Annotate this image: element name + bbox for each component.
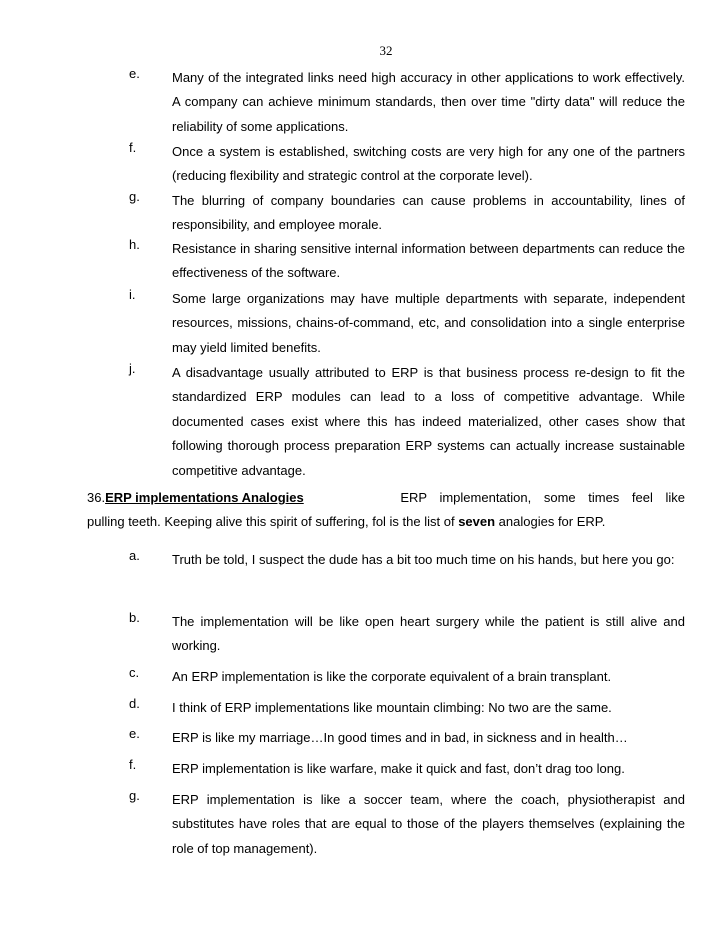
list-item (129, 696, 685, 720)
list-item (129, 665, 685, 689)
list-item-text: The implementation will be like open heart surgery while the patient is still alive and working. (172, 614, 685, 654)
list-marker: b. (129, 610, 140, 625)
intro-text: pulling teeth. Keeping alive this spirit of suffering, fol is the list of (87, 514, 459, 530)
list-marker: j. (129, 361, 136, 376)
list-item (129, 788, 685, 861)
list-item-text: ERP implementation is like a soccer team, where the coach, physiotherapist and substitutes have roles that are equal to those of the players themselves (explaining the role of top management). (172, 792, 685, 856)
list-item-text: Resistance in sharing sensitive internal information between departments can reduce the effectiveness of the software. (172, 241, 685, 281)
list-marker: a. (129, 548, 140, 563)
list-item (129, 610, 685, 659)
list-marker: e. (129, 66, 140, 81)
list-item-text: ERP is like my marriage…In good times and in bad, in sickness and in health… (172, 730, 628, 745)
list-marker: c. (129, 665, 140, 680)
list-item (129, 287, 685, 360)
list-item (129, 189, 685, 238)
list-item-text: Truth be told, I suspect the dude has a bit too much time on his hands, but here you go: (172, 552, 675, 567)
list-item-text: Once a system is established, switching costs are very high for any one of the partners (reducing flexibility and strategic control at the corporate level). (172, 144, 685, 184)
list-item (129, 757, 685, 781)
list-marker: h. (129, 237, 140, 252)
section-heading-line (87, 486, 685, 510)
section-heading (87, 486, 304, 510)
list-marker: g. (129, 189, 140, 204)
list-item-text: A disadvantage usually attributed to ERP is that business process re-design to fit the standardized ERP modules can lead to a loss of competitive advantage. While documented cases exist where this has indeed materialized, other cases show that following thorough process preparation ERP systems can actually increase sustainable competitive advantage. (172, 365, 685, 478)
section-analogies (87, 486, 685, 535)
list-marker: g. (129, 788, 140, 803)
list-marker: f. (129, 140, 137, 155)
section-intro-continued (87, 510, 685, 534)
page-number: 32 (379, 43, 393, 58)
list-item (129, 726, 685, 750)
list-marker: d. (129, 696, 140, 711)
intro-text-end: analogies for ERP. (495, 514, 606, 530)
list-item (129, 548, 685, 572)
list-item-text: Many of the integrated links need high accuracy in other applications to work effectively. A company can achieve minimum standards, then over time "dirty data" will reduce the reliability of some applications. (172, 70, 685, 134)
intro-bold-word: seven (458, 514, 496, 530)
list-item (129, 140, 685, 189)
section-intro-start: ERP implementation, some times feel like (400, 490, 685, 505)
list-marker: e. (129, 726, 140, 741)
list-item (129, 237, 685, 286)
list-item-text: Some large organizations may have multiple departments with separate, independent resources, missions, chains-of-command, etc, and consolidation into a single enterprise may yield limited benefits. (172, 291, 685, 355)
section-title: ERP implementations Analogies (105, 490, 304, 505)
list-item-text: I think of ERP implementations like mountain climbing: No two are the same. (172, 700, 612, 715)
list-item-text: ERP implementation is like warfare, make it quick and fast, don’t drag too long. (172, 761, 625, 776)
list-item-text: The blurring of company boundaries can cause problems in accountability, lines of responsibility, and employee morale. (172, 193, 685, 233)
list-item (129, 66, 685, 139)
list-marker: i. (129, 287, 136, 302)
list-marker: f. (129, 757, 137, 772)
list-item (129, 361, 685, 483)
list-item-text: An ERP implementation is like the corporate equivalent of a brain transplant. (172, 669, 612, 684)
section-number: 36. (87, 490, 106, 505)
